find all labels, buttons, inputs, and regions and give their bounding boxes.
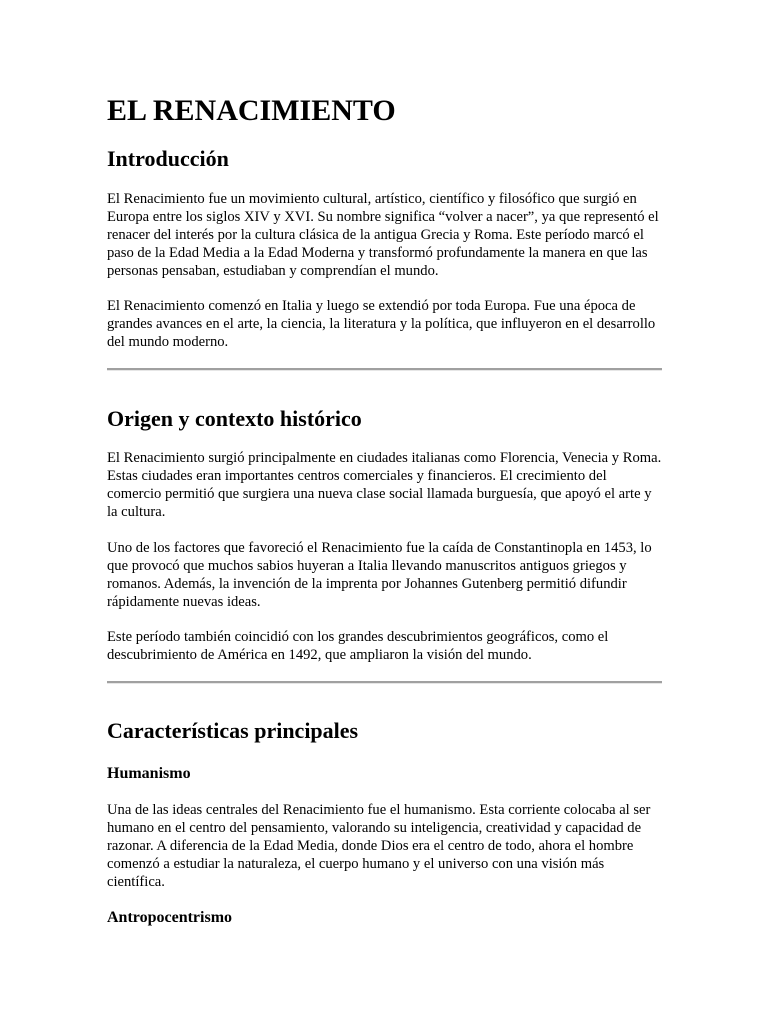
subsection-heading-humanismo: Humanismo (107, 765, 191, 782)
paragraph-origen-1: El Renacimiento surgió principalmente en ciudades italianas como Florencia, Venecia y Roma. Estas ciudades eran importantes centros comerciales y financieros. El crecimiento del comercio permitió que surgiera una nueva clase social llamada burguesía, que apoyó el arte y la cultura. (107, 450, 662, 520)
section-heading-caracteristicas: Características principales (107, 718, 359, 743)
paragraph-origen-3: Este período también coincidió con los grandes descubrimientos geográficos, como el descubrimiento de América en 1492, que ampliaron la visión del mundo. (107, 629, 609, 663)
section-divider (107, 368, 662, 371)
paragraph-humanismo-1: Una de las ideas centrales del Renacimiento fue el humanismo. Esta corriente colocaba al ser humano en el centro del pensamiento, valorando su inteligencia, creatividad y capacidad de razonar. A diferencia de la Edad Media, donde Dios era el centro de todo, ahora el hombre comenzó a estudiar la naturaleza, el cuerpo humano y el universo con una visión más científica. (107, 802, 651, 890)
section-heading-introduccion: Introducción (107, 146, 229, 171)
section-heading-origen: Origen y contexto histórico (107, 406, 362, 431)
subsection-heading-antropocentrismo: Antropocentrismo (107, 909, 233, 926)
paragraph-intro-2: El Renacimiento comenzó en Italia y luego se extendió por toda Europa. Fue una época de grandes avances en el arte, la ciencia, la literatura y la política, que influyeron en el desarrollo del mundo moderno. (107, 298, 656, 350)
document-title: EL RENACIMIENTO (107, 94, 396, 127)
paragraph-origen-2: Uno de los factores que favoreció el Renacimiento fue la caída de Constantinopla en 1453, lo que provocó que muchos sabios huyeran a Italia llevando manuscritos antiguos griegos y romanos. Además, la invención de la imprenta por Johannes Gutenberg permitió difundir rápidamente nuevas ideas. (107, 540, 652, 610)
paragraph-intro-1: El Renacimiento fue un movimiento cultural, artístico, científico y filosófico que surgió en Europa entre los siglos XIV y XVI. Su nombre significa “volver a nacer”, ya que representó el renacer del interés por la cultura clásica de la antigua Grecia y Roma. Este período marcó el paso de la Edad Media a la Edad Moderna y transformó profundamente la manera en que las personas pensaban, estudiaban y comprendían el mundo. (107, 191, 659, 279)
section-divider (107, 681, 662, 684)
